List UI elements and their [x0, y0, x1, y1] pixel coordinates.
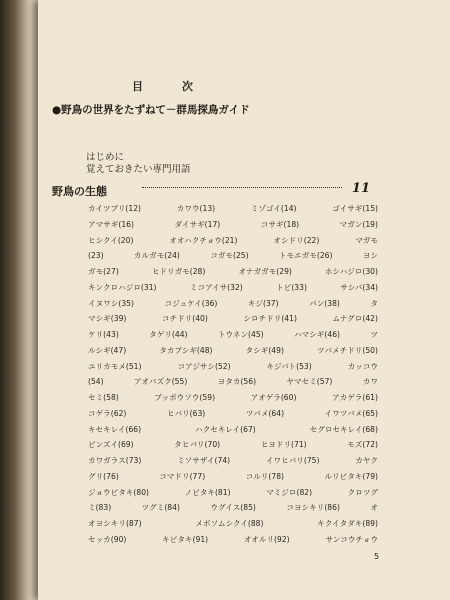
toc-entry: キセキレイ(66) — [88, 424, 142, 434]
toc-entry: ムナグロ(42) — [332, 314, 378, 324]
toc-entry: タヒバリ(70) — [174, 440, 221, 450]
toc-entry: ヒヨドリ(71) — [260, 440, 307, 450]
toc-entry: マシギ(39) — [88, 314, 127, 324]
toc-entry: サンコウチョウ — [325, 534, 378, 544]
toc-line — [88, 217, 378, 233]
toc-line — [88, 453, 378, 469]
toc-line — [88, 532, 378, 548]
toc-entry: キジバト(53) — [266, 361, 312, 371]
toc-line — [88, 264, 378, 280]
toc-entry: タカブシギ(48) — [159, 345, 213, 355]
toc-entry: マガモ — [355, 235, 378, 245]
section-page-number: 11 — [351, 181, 370, 196]
toc-entry: グリ(76) — [88, 471, 119, 481]
toc-entries — [88, 201, 378, 548]
toc-entry: マミジロ(82) — [266, 487, 313, 497]
toc-entry: ルリビタキ(79) — [324, 471, 378, 481]
toc-entry: キビタキ(91) — [162, 534, 209, 544]
toc-entry: ツバメチドリ(50) — [316, 345, 378, 355]
toc-entry: キクイタダキ(89) — [317, 519, 378, 528]
toc-entry: メボソムシクイ(88) — [195, 519, 264, 528]
toc-line — [88, 327, 378, 343]
toc-entry: キジ(37) — [247, 298, 279, 308]
leader-dots — [142, 187, 342, 188]
toc-line — [88, 311, 378, 327]
toc-entry: イワヒバリ(75) — [265, 456, 320, 465]
toc-entry: アマサギ(16) — [88, 219, 134, 229]
toc-entry: キンクロハジロ(31) — [88, 282, 157, 292]
toc-entry: コガモ(25) — [210, 251, 249, 261]
toc-line — [88, 359, 378, 375]
toc-entry: カワウ(13) — [176, 204, 216, 213]
toc-entry: セミ(58) — [88, 393, 119, 402]
section-heading — [52, 183, 376, 199]
toc-line — [88, 516, 378, 532]
toc-entry: マガン(19) — [339, 219, 378, 229]
toc-entry: (23) — [88, 251, 104, 261]
toc-entry: カッコウ — [347, 361, 378, 371]
toc-entry: ヒシクイ(20) — [88, 235, 134, 245]
toc-entry: アオゲラ(60) — [250, 393, 297, 402]
toc-entry: ツバメ(64) — [245, 408, 285, 418]
toc-entry: コチドリ(40) — [161, 314, 208, 324]
toc-entry: オナガガモ(29) — [238, 267, 292, 276]
toc-entry: オオルリ(92) — [243, 534, 290, 544]
section-title: 野鳥の生態 — [52, 185, 107, 198]
toc-entry: ミコアイサ(32) — [189, 282, 243, 292]
toc-entry: ウグイス(85) — [210, 503, 256, 513]
adjacent-page-edge — [0, 0, 38, 600]
toc-line — [88, 343, 378, 359]
intro-item-terms: 覚えておきたい専門用語 — [86, 164, 191, 175]
toc-entry: トウネン(45) — [217, 330, 264, 339]
toc-entry: ミソサザイ(74) — [177, 456, 231, 465]
toc-entry: ハマシギ(46) — [294, 330, 340, 339]
toc-entry: カワ — [362, 377, 378, 387]
toc-entry: カイツブリ(12) — [88, 204, 142, 213]
toc-line — [88, 248, 378, 264]
toc-entry: クロツグ — [347, 487, 378, 497]
toc-line — [88, 485, 378, 501]
toc-line — [88, 374, 378, 390]
toc-line — [88, 280, 378, 296]
toc-line — [88, 296, 378, 312]
toc-entry: ホシハジロ(30) — [324, 267, 378, 276]
toc-entry: コルリ(78) — [245, 471, 284, 481]
toc-entry: ダイサギ(17) — [174, 219, 221, 229]
toc-entry: オ — [370, 503, 378, 513]
toc-entry: セグロセキレイ(68) — [309, 424, 378, 434]
toc-entry: イワツバメ(65) — [324, 408, 378, 418]
toc-entry: カヤク — [355, 456, 378, 465]
toc-entry: オシドリ(22) — [273, 235, 320, 245]
toc-line — [88, 469, 378, 485]
toc-entry: タシギ(49) — [245, 345, 284, 355]
toc-entry: ヨタカ(56) — [217, 377, 257, 387]
toc-entry: トビ(33) — [276, 282, 307, 292]
toc-entry: ケリ(43) — [88, 330, 119, 339]
toc-line — [88, 437, 378, 453]
toc-entry: コサギ(18) — [260, 219, 300, 229]
toc-entry: シロチドリ(41) — [243, 314, 297, 324]
toc-line — [88, 422, 378, 438]
toc-entry: ハクセキレイ(67) — [195, 424, 256, 434]
toc-entry: ツ — [370, 330, 378, 339]
toc-line — [88, 390, 378, 406]
toc-entry: ヤマセミ(57) — [286, 377, 333, 387]
toc-line — [88, 233, 378, 249]
toc-entry: ルシギ(47) — [88, 345, 127, 355]
toc-entry: アオバズク(55) — [133, 377, 188, 387]
toc-entry: ヒバリ(63) — [166, 408, 206, 418]
toc-line — [88, 201, 378, 217]
toc-entry: ノビタキ(81) — [184, 487, 231, 497]
toc-entry: カルガモ(24) — [133, 251, 180, 261]
toc-entry: コアジサシ(52) — [177, 361, 231, 371]
toc-entry: ガモ(27) — [88, 267, 119, 276]
toc-entry: ミ(83) — [88, 503, 112, 513]
toc-entry: タゲリ(44) — [149, 330, 188, 339]
toc-entry: ユリカモメ(51) — [88, 361, 142, 371]
toc-entry: オオハクチョウ(21) — [169, 235, 238, 245]
toc-entry: ゴイサギ(15) — [332, 204, 378, 213]
toc-entry: サシバ(34) — [340, 282, 378, 292]
toc-entry: ミゾゴイ(14) — [250, 204, 297, 213]
toc-line — [88, 406, 378, 422]
toc-entry: (54) — [88, 377, 104, 387]
toc-entry: コマドリ(77) — [159, 471, 206, 481]
toc-entry: ブッポウソウ(59) — [154, 393, 216, 402]
toc-entry: バン(38) — [309, 298, 340, 308]
toc-subtitle: ●野鳥の世界をたずねて－群馬探鳥ガイド — [52, 104, 250, 116]
toc-entry: カワガラス(73) — [88, 456, 142, 465]
toc-entry: コゲラ(62) — [88, 408, 127, 418]
toc-entry: イヌワシ(35) — [88, 298, 134, 308]
toc-entry: セッカ(90) — [88, 534, 127, 544]
toc-entry: タ — [370, 298, 378, 308]
toc-entry: ジョウビタキ(80) — [88, 487, 149, 497]
toc-entry: アカゲラ(61) — [332, 393, 378, 402]
toc-entry: トモエガモ(26) — [278, 251, 333, 261]
toc-entry: ビンズイ(69) — [88, 440, 134, 450]
toc-entry: オヨシキリ(87) — [88, 519, 142, 528]
toc-entry: モズ(72) — [347, 440, 378, 450]
toc-entry: ヨシ — [362, 251, 378, 261]
toc-line — [88, 500, 378, 516]
toc-entry: コジュケイ(36) — [164, 298, 218, 308]
toc-entry: ツグミ(84) — [141, 503, 180, 513]
toc-heading: 目 次 — [132, 80, 207, 93]
intro-item-hajimeni: はじめに — [86, 152, 125, 163]
toc-entry: コヨシキリ(86) — [286, 503, 340, 513]
toc-entry: ヒドリガモ(28) — [151, 267, 206, 276]
page-number: 5 — [374, 552, 380, 561]
